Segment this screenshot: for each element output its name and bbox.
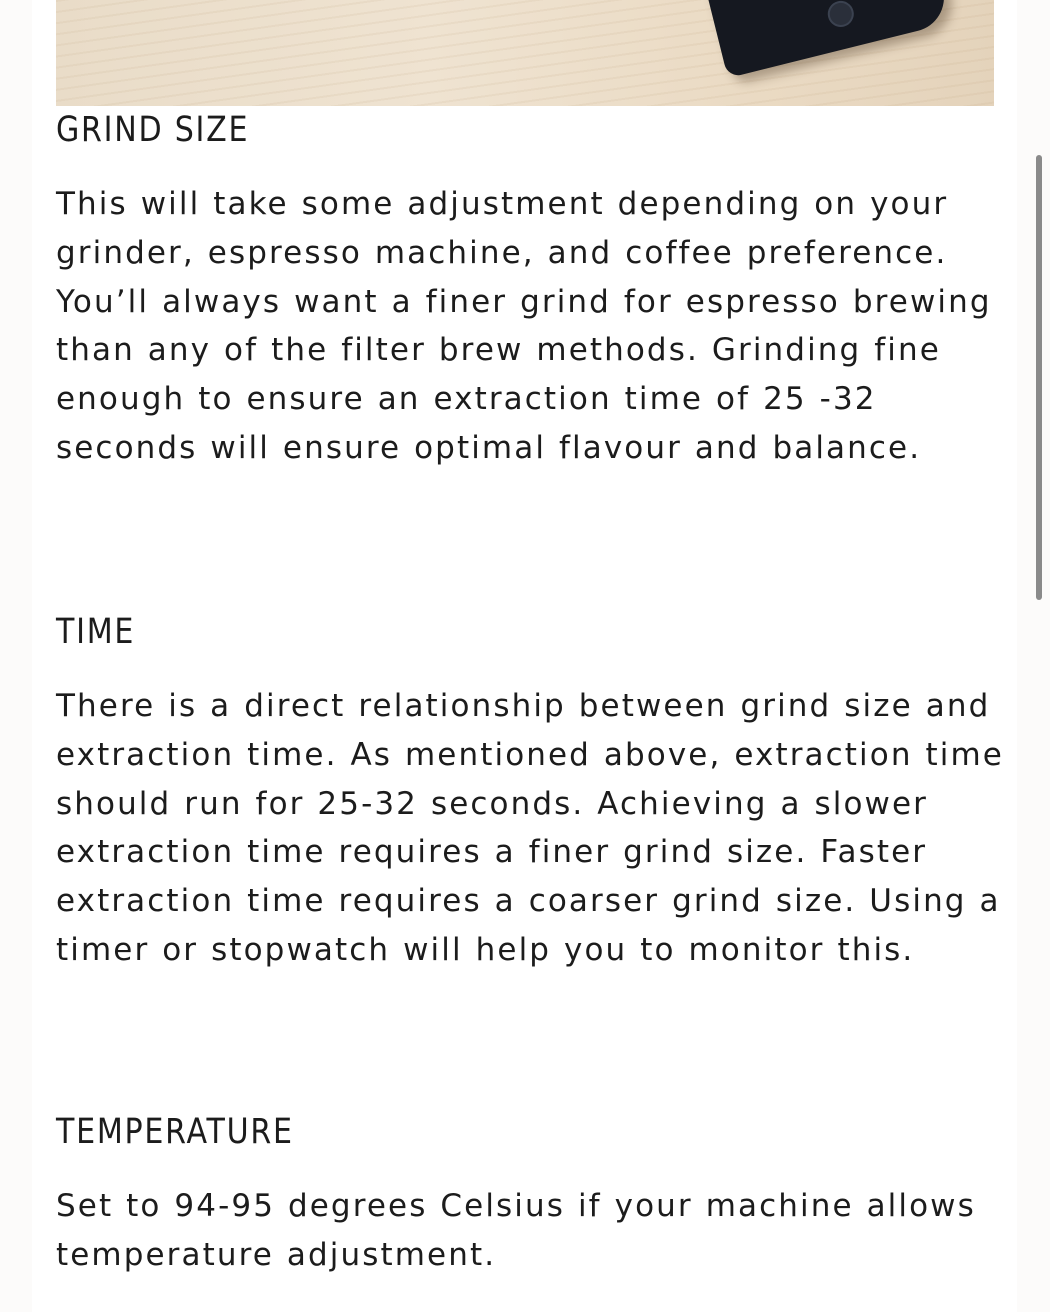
section-temperature	[56, 1112, 1006, 1280]
section-body: Set to 94-95 degrees Celsius if your machine allows temperature adjustment.	[56, 1188, 976, 1273]
hero-photo	[56, 0, 994, 106]
vertical-scrollbar[interactable]	[1036, 155, 1042, 600]
section-time	[56, 612, 1006, 975]
section-heading: TIME	[56, 612, 136, 652]
section-grind-size	[56, 110, 1006, 473]
section-body: There is a direct relationship between grind size and extraction time. As mentioned above, extraction time should run for 25-32 seconds. Achieving a slower extraction time requires a finer grind size. Faster extraction time requires a coarser grind size. Using a timer or stopwatch will help you to monitor this.	[56, 688, 1004, 968]
section-body: This will take some adjustment depending on your grinder, espresso machine, and coffee preference. You’ll always want a finer grind for espresso brewing than any of the filter brew methods. Grinding fine enough to ensure an extraction time of 25 -32 seconds will ensure optimal flavour and balance.	[56, 186, 992, 466]
camera-lens-icon	[825, 0, 857, 30]
section-heading: TEMPERATURE	[56, 1112, 294, 1152]
section-heading: GRIND SIZE	[56, 110, 250, 150]
